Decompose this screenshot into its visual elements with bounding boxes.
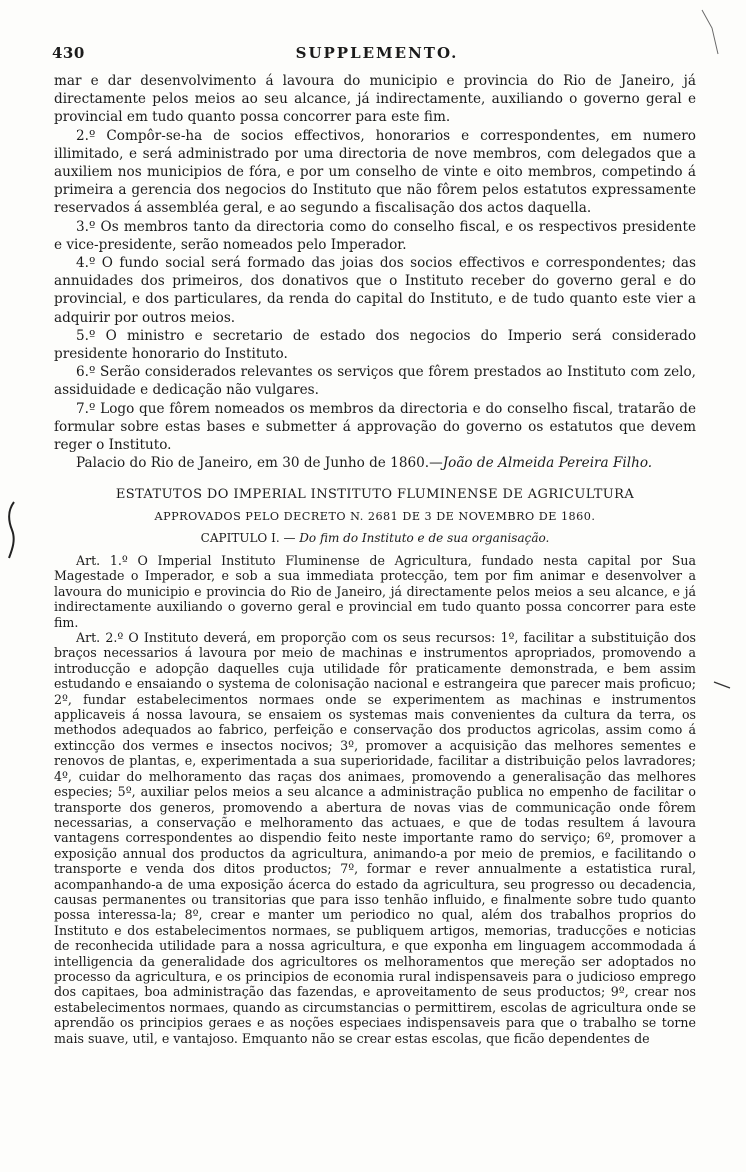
chapter-title: Do fim do Instituto e de sua organisação.	[299, 531, 550, 545]
paragraph-continuation: mar e dar desenvolvimento á lavoura do municipio e provincia do Rio de Janeiro, já directamente pelos meios ao seu alcance, já indirectamente, auxiliando o governo geral e provincial em tudo quanto possa concorrer para este fim.	[54, 73, 696, 126]
page-edge-mark	[698, 8, 728, 56]
decree-text	[54, 72, 696, 472]
paragraph-item-2: 2.º Compôr-se-ha de socios effectivos, honorarios e correspondentes, em numero illimitado, e será administrado por uma directoria de nove membros, com delegados que a auxiliem nos municipios de fóra, e por um conselho de vinte e oito membros, competindo á primeira a gerencia dos negocios do Instituto que não fôrem pelos estatutos expressamente reservados á assembléa geral, e ao segundo a fiscalisação dos actos daquella.	[54, 127, 696, 217]
paragraph-item-3: 3.º Os membros tanto da directoria como do conselho fiscal, e os respectivos presidente e vice-presidente, serão nomeados pelo Imperador.	[54, 218, 696, 253]
page-number: 430	[52, 44, 85, 62]
statutes-text	[54, 553, 696, 1046]
statutes-title: ESTATUTOS DO IMPERIAL INSTITUTO FLUMINENSE DE AGRICULTURA	[115, 487, 635, 502]
margin-bracket-mark	[6, 500, 18, 560]
chapter-label: CAPITULO I. —	[200, 531, 296, 545]
page-header	[52, 44, 702, 66]
signature-name: João de Almeida Pereira Filho.	[442, 455, 653, 472]
signature-place-date: Palacio do Rio de Janeiro, em 30 de Junho de 1860.—	[76, 455, 443, 472]
paragraph-item-7: 7.º Logo que fôrem nomeados os membros da directoria e do conselho fiscal, tratarão de formular sobre estas bases e submetter á approvação do governo os estatutos que devem reger o Instituto.	[54, 400, 696, 454]
article-1: Art. 1.º O Imperial Instituto Fluminense de Agricultura, fundado nesta capital por Sua Magestade o Imperador, e sob a sua immediata protecção, tem por fim animar e desenvolver a lavoura do municipio e provincia do Rio de Janeiro, já directamente pelos meios a seu alcance, e já indirectamente auxiliando o governo geral e provincial em tudo quanto possa concorrer para este fim.	[54, 553, 696, 630]
signature-line	[54, 454, 696, 472]
margin-tick-mark	[712, 678, 734, 692]
paragraph-item-4: 4.º O fundo social será formado das joias dos socios effectivos e correspondentes; das annuidades dos primeiros, dos donativos que o Instituto receber do governo geral e do provincial, e dos particulares, da renda do capital do Instituto, e de tudo quanto este vier a adquirir por outros meios.	[54, 255, 696, 326]
article-2: Art. 2.º O Instituto deverá, em proporção com os seus recursos: 1º, facilitar a substituição dos braços necessarios á lavoura por meio de machinas e instrumentos apropriados, promovendo a introducção e adopção daquelles cuja utilidade fôr praticamente demonstrada, e bem assim estudando e ensaiando o systema de colonisação nacional e estrangeira que parecer mais proficuo; 2º, fundar estabelecimentos normaes onde se experimentem as machinas e instrumentos applicaveis á nossa lavoura, se ensaiem os systemas mais convenientes da cultura da terra, os methodos adequados ao fabrico, perfeição e conservação dos productos agricolas, assim como á extincção dos vermes e insectos nocivos; 3º, promover a acquisição das melhores sementes e renovos de plantas, e, experimentada a sua superioridade, facilitar a distribuição pelos lavradores; 4º, cuidar do melhoramento das raças dos animaes, promovendo a generalisação das melhores especies; 5º, auxiliar pelos meios a seu alcance a administração publica no empenho de facilitar o transporte dos generos, promovendo a abertura de novas vias de communicação onde fôrem necessarias, a conservação e melhoramento das actuaes, e que de todas resultem á lavoura vantagens correspondentes ao dispendio feito neste importante ramo do serviço; 6º, promover a exposição annual dos productos da agricultura, animando-a por meio de premios, e facilitando o transporte e venda dos ditos productos; 7º, formar e rever annualmente a estatistica rural, acompanhando-a de uma exposição ácerca do estado da agricultura, seu progresso ou decadencia, causas permanentes ou transitorias que para isso tenhão influido, e finalmente sobre tudo quanto possa interessa-la; 8º, crear e manter um periodico no qual, além dos trabalhos proprios do Instituto e dos estabelecimentos normaes, se publiquem artigos, memorias, traducções e noticias de reconhecida utilidade para a nossa agricultura, e que exponha em linguagem accommodada á intelligencia da generalidade dos agricultores os melhoramentos que mereção ser adoptados no processo da agricultura, e os principios de economia rural indispensaveis para o judicioso emprego dos capitaes, boa administração das fazendas, e aproveitamento de seus productos; 9º, crear nos estabelecimentos normaes, quando as circumstancias o permittirem, escolas de agricultura onde se aprendão os principios geraes e as noções especiaes indispensaveis para que o trabalho se torne mais suave, util, e vantajoso. Emquanto não se crear estas escolas, que ficão dependentes de	[54, 630, 696, 1046]
paragraph-item-5: 5.º O ministro e secretario de estado dos negocios do Imperio será considerado presidente honorario do Instituto.	[54, 327, 696, 363]
chapter-heading	[54, 531, 696, 545]
running-title: SUPPLEMENTO.	[295, 44, 459, 62]
paragraph-item-6: 6.º Serão considerados relevantes os serviços que fôrem prestados ao Instituto com zelo, assiduidade e dedicação não vulgares.	[54, 364, 696, 399]
decree-reference: APPROVADOS PELO DECRETO N. 2681 DE 3 DE NOVEMBRO DE 1860.	[154, 510, 596, 523]
